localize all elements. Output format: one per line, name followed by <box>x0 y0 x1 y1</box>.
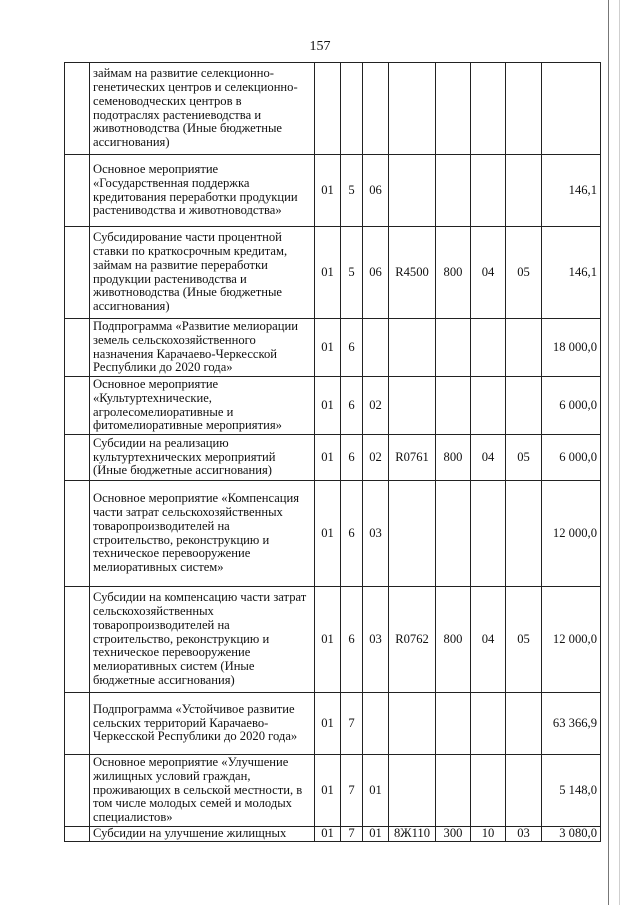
table-row <box>65 155 601 227</box>
code-cell-c5 <box>436 377 471 435</box>
item-name-cell: займам на развитие селекционно-генетических центров и селекционно-семеноводческих центров в подотраслях растениеводства и животноводства (Иные бюджетные ассигнования) <box>90 63 315 155</box>
scan-edge-line <box>608 0 609 905</box>
amount-cell: 5 148,0 <box>542 755 601 827</box>
code-cell-c6 <box>471 63 506 155</box>
code-cell-c6 <box>471 155 506 227</box>
code-cell-c1: 01 <box>315 827 341 842</box>
code-cell-c4 <box>389 693 436 755</box>
table-row <box>65 587 601 693</box>
amount-cell: 6 000,0 <box>542 377 601 435</box>
code-cell-c6: 10 <box>471 827 506 842</box>
scan-edge-line-faint <box>619 0 620 905</box>
code-cell-c2: 6 <box>341 377 363 435</box>
code-cell-c1 <box>315 63 341 155</box>
code-cell-c5: 800 <box>436 227 471 319</box>
code-cell-c5: 800 <box>436 587 471 693</box>
code-cell-c7 <box>506 481 542 587</box>
table-row <box>65 435 601 481</box>
code-cell-c5 <box>436 693 471 755</box>
code-cell-c2 <box>341 63 363 155</box>
code-cell-c3 <box>363 319 389 377</box>
code-cell-c7 <box>506 155 542 227</box>
amount-cell <box>542 63 601 155</box>
amount-cell: 6 000,0 <box>542 435 601 481</box>
code-cell-c6 <box>471 693 506 755</box>
amount-cell: 146,1 <box>542 227 601 319</box>
table-row <box>65 319 601 377</box>
code-cell-c1: 01 <box>315 435 341 481</box>
table-row <box>65 227 601 319</box>
code-cell-c7 <box>506 377 542 435</box>
item-name-cell: Субсидии на компенсацию части затрат сельскохозяйственных товаропроизводителей на строительство, реконструкцию и техническое перевооружение мелиоративных систем (Иные бюджетные ассигнования) <box>90 587 315 693</box>
code-cell-c2: 5 <box>341 227 363 319</box>
page-number: 157 <box>309 39 331 54</box>
code-cell-c1: 01 <box>315 227 341 319</box>
code-cell-c1: 01 <box>315 377 341 435</box>
code-cell-c2: 6 <box>341 587 363 693</box>
code-cell-c4 <box>389 63 436 155</box>
code-cell-c7 <box>506 755 542 827</box>
amount-cell: 3 080,0 <box>542 827 601 842</box>
code-cell-c7 <box>506 319 542 377</box>
code-cell-c1: 01 <box>315 587 341 693</box>
code-cell-c4 <box>389 377 436 435</box>
code-cell-c7: 05 <box>506 227 542 319</box>
code-cell-c4: 8Ж110 <box>389 827 436 842</box>
code-cell-c1: 01 <box>315 319 341 377</box>
table-row <box>65 63 601 155</box>
code-cell-c2: 6 <box>341 481 363 587</box>
code-cell-c6: 04 <box>471 587 506 693</box>
code-cell-c4: R4500 <box>389 227 436 319</box>
amount-cell: 63 366,9 <box>542 693 601 755</box>
code-cell-c7: 05 <box>506 587 542 693</box>
code-cell-c5 <box>436 155 471 227</box>
code-cell-c2: 6 <box>341 319 363 377</box>
item-name-cell: Основное мероприятие «Улучшение жилищных условий граждан, проживающих в сельской местности, в том числе молодых семей и молодых специалистов» <box>90 755 315 827</box>
table-row <box>65 755 601 827</box>
code-cell-c3 <box>363 63 389 155</box>
row-number-cell <box>65 827 90 842</box>
code-cell-c3: 06 <box>363 227 389 319</box>
table-row <box>65 377 601 435</box>
code-cell-c7 <box>506 693 542 755</box>
amount-cell: 18 000,0 <box>542 319 601 377</box>
code-cell-c7 <box>506 63 542 155</box>
item-name-cell: Основное мероприятие «Государственная поддержка кредитования переработки продукции растениводства и животноводства» <box>90 155 315 227</box>
code-cell-c6 <box>471 481 506 587</box>
code-cell-c4: R0762 <box>389 587 436 693</box>
code-cell-c6: 04 <box>471 227 506 319</box>
row-number-cell <box>65 587 90 693</box>
code-cell-c3: 02 <box>363 377 389 435</box>
code-cell-c2: 6 <box>341 435 363 481</box>
table-row <box>65 693 601 755</box>
table-row <box>65 481 601 587</box>
row-number-cell <box>65 155 90 227</box>
code-cell-c5: 800 <box>436 435 471 481</box>
code-cell-c6 <box>471 755 506 827</box>
code-cell-c5: 300 <box>436 827 471 842</box>
amount-cell: 12 000,0 <box>542 587 601 693</box>
item-name-cell: Основное мероприятие «Культуртехнические, агролесомелиоративные и фитомелиоративные мероприятия» <box>90 377 315 435</box>
code-cell-c4 <box>389 155 436 227</box>
code-cell-c1: 01 <box>315 155 341 227</box>
row-number-cell <box>65 481 90 587</box>
row-number-cell <box>65 755 90 827</box>
table-row <box>65 827 601 842</box>
code-cell-c7: 05 <box>506 435 542 481</box>
code-cell-c2: 7 <box>341 755 363 827</box>
code-cell-c5 <box>436 481 471 587</box>
row-number-cell <box>65 63 90 155</box>
code-cell-c5 <box>436 755 471 827</box>
code-cell-c1: 01 <box>315 693 341 755</box>
code-cell-c5 <box>436 319 471 377</box>
item-name-cell: Подпрограмма «Устойчивое развитие сельских территорий Карачаево-Черкесской Республики до 2020 года» <box>90 693 315 755</box>
code-cell-c3: 03 <box>363 587 389 693</box>
code-cell-c3: 02 <box>363 435 389 481</box>
row-number-cell <box>65 319 90 377</box>
row-number-cell <box>65 435 90 481</box>
code-cell-c2: 7 <box>341 693 363 755</box>
code-cell-c6 <box>471 377 506 435</box>
code-cell-c3: 06 <box>363 155 389 227</box>
code-cell-c5 <box>436 63 471 155</box>
code-cell-c4 <box>389 755 436 827</box>
code-cell-c6: 04 <box>471 435 506 481</box>
code-cell-c1: 01 <box>315 481 341 587</box>
code-cell-c2: 7 <box>341 827 363 842</box>
code-cell-c4 <box>389 319 436 377</box>
code-cell-c1: 01 <box>315 755 341 827</box>
item-name-cell: Подпрограмма «Развитие мелиорации земель сельскохозяйственного назначения Карачаево-Черкесской Республики до 2020 года» <box>90 319 315 377</box>
code-cell-c3 <box>363 693 389 755</box>
code-cell-c4 <box>389 481 436 587</box>
code-cell-c6 <box>471 319 506 377</box>
amount-cell: 12 000,0 <box>542 481 601 587</box>
code-cell-c7: 03 <box>506 827 542 842</box>
item-name-cell: Субсидии на реализацию культуртехнических мероприятий (Иные бюджетные ассигнования) <box>90 435 315 481</box>
code-cell-c4: R0761 <box>389 435 436 481</box>
code-cell-c3: 03 <box>363 481 389 587</box>
item-name-cell: Субсидии на улучшение жилищных <box>90 827 315 842</box>
code-cell-c2: 5 <box>341 155 363 227</box>
row-number-cell <box>65 693 90 755</box>
item-name-cell: Основное мероприятие «Компенсация части затрат сельскохозяйственных товаропроизводителей на строительство, реконструкцию и техническое перевооружение мелиоративных систем» <box>90 481 315 587</box>
budget-table <box>64 62 601 842</box>
row-number-cell <box>65 377 90 435</box>
code-cell-c3: 01 <box>363 755 389 827</box>
amount-cell: 146,1 <box>542 155 601 227</box>
row-number-cell <box>65 227 90 319</box>
code-cell-c3: 01 <box>363 827 389 842</box>
item-name-cell: Субсидирование части процентной ставки по краткосрочным кредитам, займам на развитие переработки продукции растениводства и животноводства (Иные бюджетные ассигнования) <box>90 227 315 319</box>
